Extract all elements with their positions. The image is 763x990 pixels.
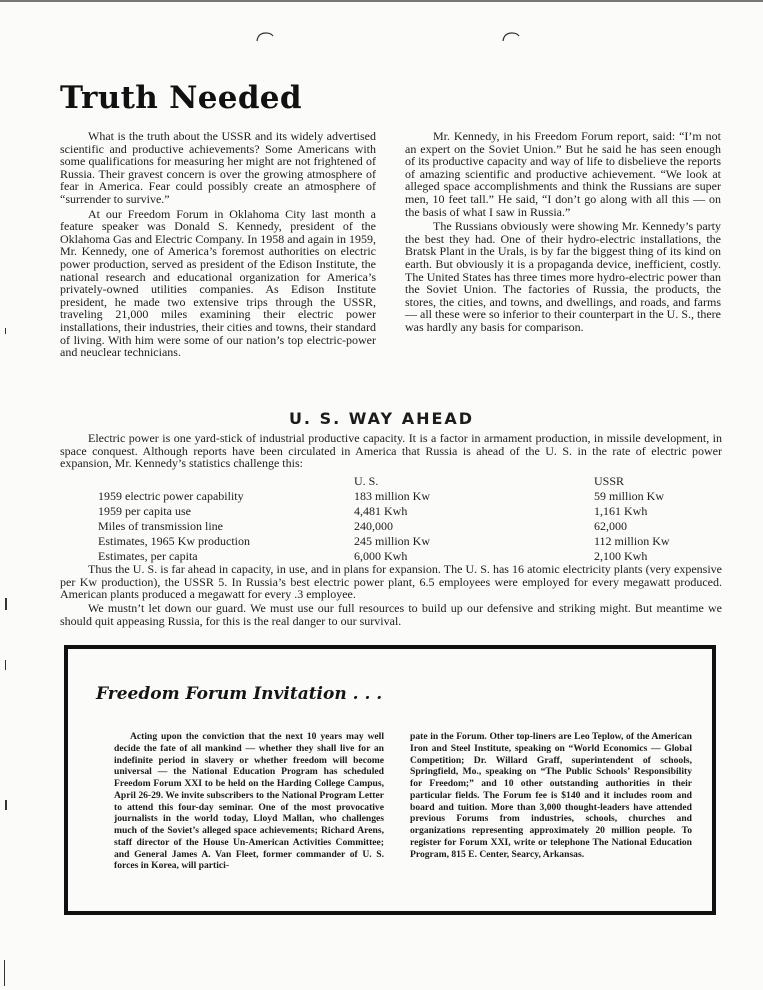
- page-title: Truth Needed: [60, 80, 302, 116]
- invitation-left-column: [114, 731, 384, 872]
- article-left-column: [60, 130, 376, 359]
- article-paragraph: Mr. Kennedy, in his Freedom Forum report, said: “I’m not an expert on the Soviet Union.” But he said he has seen enough of its productive capacity and way of life to disbelieve the reports of amazing scientific and productive achievement. “We look at alleged space accomplishments and think the Russians are super men, 10 feet tall.” He said, “I don’t go along with all this — on the basis of what I saw in Russia.”: [405, 129, 721, 219]
- table-cell-label: Estimates, per capita: [98, 549, 198, 563]
- table-cell-us: 4,481 Kwh: [354, 504, 408, 518]
- table-header-row: [98, 474, 698, 489]
- margin-mark: [4, 960, 5, 986]
- table-header-ussr: USSR: [594, 474, 625, 488]
- hole-punch-mark: [256, 32, 274, 42]
- article-right-column: [405, 130, 721, 334]
- margin-mark: [5, 800, 7, 810]
- invitation-right-column: [410, 731, 692, 860]
- table-row: [98, 534, 698, 549]
- invitation-box: [64, 645, 716, 915]
- invitation-paragraph: pate in the Forum. Other top-liners are Leo Teplow, of the American Iron and Steel Institute, speaking on “World Economics — Global Competition; Dr. Willard Graff, superintendent of schools, Springfield, Mo., speaking on “The Public Schools’ Responsibility for Freedom;” and 10 other outstanding authorities in their particular fields. The Forum fee is $140 and it includes room and board and tuition. More than 3,000 thought-leaders have attended previous Forums from industries, schools, churches and organizations representing approximately 20 million people. To register for Forum XXI, write or telephone The National Education Program, 815 E. Center, Searcy, Arkansas.: [410, 731, 692, 860]
- table-cell-ussr: 1,161 Kwh: [594, 504, 648, 518]
- section-intro: Electric power is one yard-stick of industrial productive capacity. It is a factor in armament production, in missile development, in space conquest. Although reports have been circulated in America that Russia is ahead of the U. S. in the rate of electric power expansion, Mr. Kennedy’s statistics challenge this:: [60, 431, 722, 471]
- table-cell-us: 6,000 Kwh: [354, 549, 408, 563]
- power-statistics-table: [98, 474, 698, 564]
- table-cell-label: 1959 per capita use: [98, 504, 191, 518]
- article-paragraph: What is the truth about the USSR and its widely advertised scientific and productive achievements? Some Americans with some qualifications for measuring her might are not frightened of Russia. Their gravest concern is over the growing atmosphere of fear in America. Fear could possibly create an atmosphere of “surrender to survive.”: [60, 129, 376, 206]
- invitation-paragraph: Acting upon the conviction that the next 10 years may well decide the fate of all mankind — whether they shall live for an indefinite period in slavery or whether freedom will become universal — the National Education Program has scheduled Freedom Forum XXI to be held on the Harding College Campus, April 26-29. We invite subscribers to the National Program Letter to attend this four-day seminar. One of the most provocative journalists in the world today, Lloyd Mallan, who challenges much of the Soviet’s alleged space achievements; Richard Arens, staff director of the House Un-American Activities Committee; and General James A. Van Fleet, former commander of U. S. forces in Korea, will partici-: [114, 731, 384, 872]
- table-header-us: U. S.: [354, 474, 379, 488]
- article-paragraph: The Russians obviously were showing Mr. Kennedy’s party the best they had. One of their hydro-electric installations, the Bratsk Plant in the Urals, is by far the biggest thing of its kind on earth. But obviously it is a propaganda device, inefficient, costly. The United States has three times more hydro-electric power than the Soviet Union. The factories of Russia, the products, the stores, the cities, and towns, and dwellings, and roads, and farms — all these were so inferior to their counterpart in the U. S., there was hardly any basis for comparison.: [405, 219, 721, 334]
- table-row: [98, 504, 698, 519]
- table-header-cell: [98, 474, 354, 489]
- table-cell-us: 183 million Kw: [354, 489, 431, 503]
- hole-punch-mark: [502, 32, 520, 42]
- table-cell-us: 245 million Kw: [354, 534, 431, 548]
- top-rule: [0, 0, 763, 2]
- section-heading: U. S. WAY AHEAD: [288, 409, 475, 428]
- table-cell-ussr: 62,000: [594, 519, 627, 533]
- section-paragraph: Thus the U. S. is far ahead in capacity, in use, and in plans for expansion. The U. S. has 16 atomic electricity plants (very expensive per Kw production), the USSR 5. In Russia’s best electric power plant, 6.5 employees were employed for every megawatt produced. American plants produced a megawatt for every .3 employee.: [60, 562, 722, 602]
- table-cell-us: 240,000: [354, 519, 393, 533]
- table-row: [98, 519, 698, 534]
- margin-mark: [5, 598, 7, 610]
- table-row: [98, 489, 698, 504]
- table-cell-label: Miles of transmission line: [98, 519, 223, 533]
- table-cell-ussr: 59 million Kw: [594, 489, 665, 503]
- table-cell-ussr: 2,100 Kwh: [594, 549, 648, 563]
- margin-mark: [5, 328, 6, 334]
- margin-mark: [5, 660, 6, 670]
- table-cell-label: Estimates, 1965 Kw production: [98, 534, 250, 548]
- section-paragraph: We mustn’t let down our guard. We must use our full resources to build up our defensive and striking might. But meantime we should quit appeasing Russia, for this is the real danger to our survival.: [60, 601, 722, 628]
- invitation-title: Freedom Forum Invitation . . .: [96, 684, 383, 704]
- article-paragraph: At our Freedom Forum in Oklahoma City last month a feature speaker was Donald S. Kennedy, president of the Oklahoma Gas and Electric Company. In 1958 and again in 1959, Mr. Kennedy, one of America’s foremost authorities on electric power production, served as president of the Edison Institute, the national research and educational organization for America’s privately-owned utilities companies. As Edison Institute president, he made two extensive trips through the USSR, traveling 21,000 miles examining their electric power installations, their industries, their cities and towns, their standard of living. With him were some of our nation’s top electric-power and neuclear technicians.: [60, 206, 376, 360]
- table-cell-ussr: 112 million Kw: [594, 534, 670, 548]
- table-cell-label: 1959 electric power capability: [98, 489, 244, 503]
